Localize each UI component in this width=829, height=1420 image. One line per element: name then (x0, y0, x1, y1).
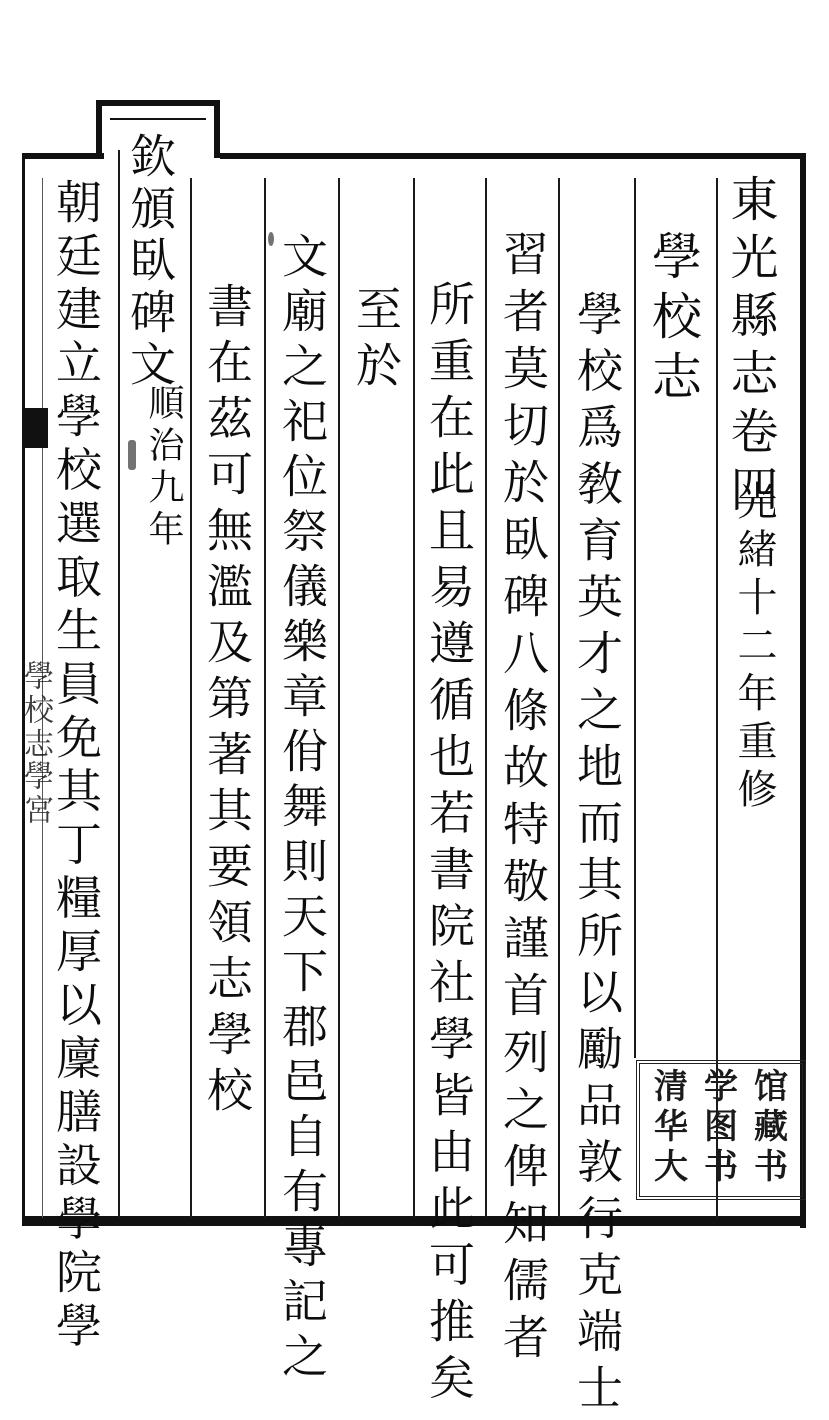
column-rule (264, 178, 266, 1218)
fold-black-mark (22, 408, 48, 448)
tab-right-border (214, 100, 220, 158)
margin-category: 學宮 (18, 760, 53, 828)
column-rule (485, 178, 487, 1218)
seal-char: 学 (704, 1067, 738, 1107)
text-column-8: 朝廷建立學校選取生員免其丁糧厚以廩膳設學院學 (49, 178, 103, 1355)
top-border-left (22, 153, 104, 159)
seal-char: 书 (704, 1147, 738, 1187)
tab-inner-top (110, 118, 206, 120)
column-rule (118, 150, 120, 1218)
text-column-6: 書在茲可無濫及第著其要領志學校 (200, 282, 254, 1122)
column-rule (190, 178, 192, 1218)
seal-char: 图 (704, 1107, 738, 1147)
seal-char: 华 (654, 1107, 688, 1147)
column-rule (634, 178, 636, 1058)
tab-left-border (96, 100, 102, 158)
column-rule (413, 178, 415, 1218)
text-column-7-date: 順治九年 (143, 384, 184, 552)
margin-section-title: 學校志 (18, 660, 53, 762)
section-heading: 學校志 (644, 230, 702, 410)
library-collection-seal (636, 1060, 806, 1200)
seal-char: 馆 (754, 1067, 788, 1107)
text-column-1: 學校爲敎育英才之地而其所以勵品敦行克端士 (570, 290, 624, 1420)
text-column-7-heading: 欽頒臥碑文 (123, 132, 177, 392)
ink-smudge (128, 440, 136, 470)
top-border (220, 153, 805, 159)
edition-note: 光緒十二年重修 (731, 480, 777, 816)
tab-top-border (96, 100, 220, 106)
seal-char: 藏 (754, 1107, 788, 1147)
text-column-3: 所重在此且易遵循也若書院社學皆由此可推矣 (422, 280, 476, 1410)
seal-char: 清 (654, 1067, 688, 1107)
text-column-2: 習者莫切於臥碑八條故特敬謹首列之俾知儒者 (496, 230, 550, 1370)
text-column-4: 至於 (349, 285, 403, 397)
column-rule (558, 178, 560, 1218)
text-column-5: 文廟之祀位祭儀樂章佾舞則天下郡邑自有專記之 (275, 232, 329, 1387)
seal-char: 书 (754, 1147, 788, 1187)
running-title: 東光縣志卷四 (722, 174, 778, 522)
column-rule (338, 178, 340, 1218)
seal-char: 大 (654, 1147, 688, 1187)
ink-smudge (268, 232, 274, 246)
